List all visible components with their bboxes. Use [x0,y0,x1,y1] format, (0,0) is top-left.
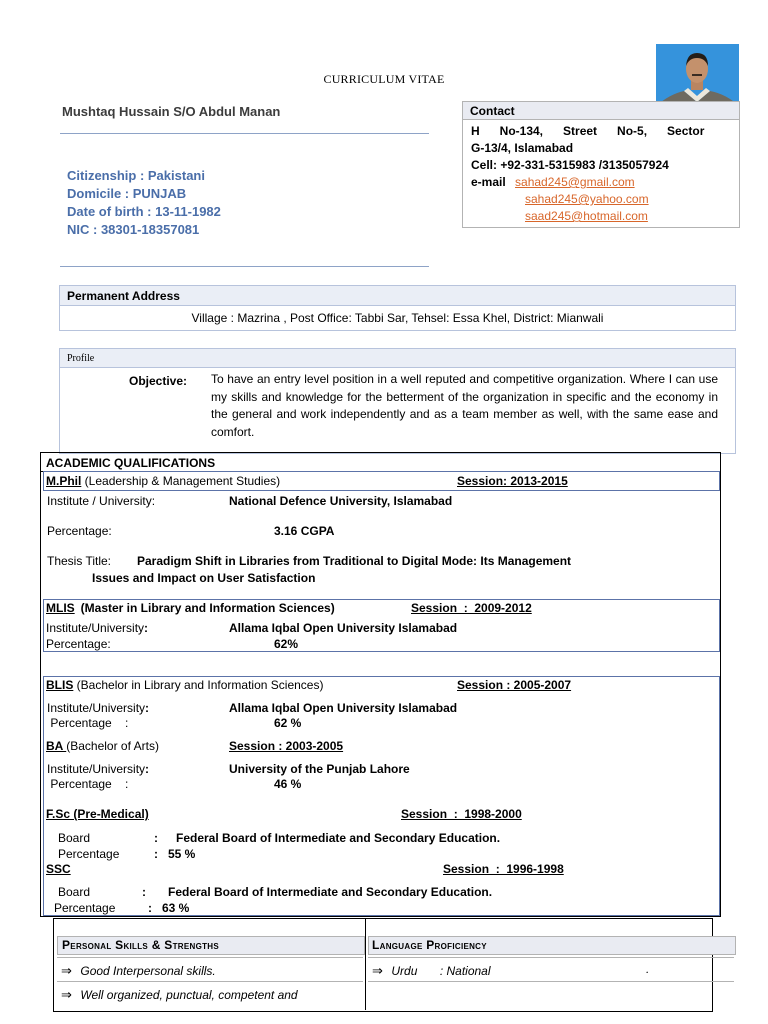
address-line-1: H No-134, Street No-5, Sector [471,124,705,138]
fsc-percentage: : 55 % [154,847,196,861]
permanent-address-heading: Permanent Address [60,286,735,306]
thesis-label: Thesis Title: [47,554,112,568]
ba-institute: University of the Punjab Lahore [229,762,410,776]
nic-number: NIC : 38301-18357081 [67,222,200,237]
objective-text: To have an entry level position in a well reputed and competitive organization. Where I can use my skills and knowledge for the betterment of the organization in specific and the economy in the general and work independently and as a team member as well, with the same ease and comfort. [211,372,718,439]
blis-percentage-label: Percentage : [47,716,129,730]
mphil-institute: National Defence University, Islamabad [229,494,453,508]
fsc-board: Federal Board of Intermediate and Secondary Education. [176,831,501,845]
arrow-icon: ⇒ [61,963,72,978]
email-link-hotmail[interactable]: saad245@hotmail.com [525,209,648,223]
fsc-board-colon: : [154,831,158,845]
ba-percentage: 46 % [274,777,302,791]
permanent-address-box [59,285,736,331]
ba-institute-label: Institute/University: [47,762,150,776]
blis-percentage: 62 % [274,716,302,730]
permanent-address-text: Village : Mazrina , Post Office: Tabbi Sar, Tehsel: Essa Khel, District: Mianwali [191,311,604,325]
ba-degree: BA (Bachelor of Arts) [46,739,159,753]
mlis-degree: MLIS (Master in Library and Information Sciences) [46,601,335,615]
ssc-percentage: : 63 % [148,901,190,915]
skills-heading: Personal Skills & Strengths [62,938,220,952]
profile-heading: Profile [60,349,735,368]
contact-box [462,101,740,228]
document-title: CURRICULUM VITAE [323,72,445,86]
arrow-icon: ⇒ [372,963,383,978]
mphil-degree: M.Phil (Leadership & Management Studies) [46,474,281,488]
applicant-name: Mushtaq Hussain S/O Abdul Manan [62,104,281,119]
ssc-session: Session : 1996-1998 [443,862,564,876]
citizenship: Citizenship : Pakistani [67,168,205,183]
mlis-institute-label: Institute/University: [46,621,149,635]
fsc-session: Session : 1998-2000 [401,807,522,821]
divider [60,266,429,267]
mlis-session: Session : 2009-2012 [411,601,532,615]
ssc-board: Federal Board of Intermediate and Secondary Education. [168,885,493,899]
ssc-board-label: Board [58,885,91,899]
blis-institute: Allama Iqbal Open University Islamabad [229,701,458,715]
fsc-degree: F.Sc (Pre-Medical) [46,807,149,821]
mlis-percentage-label: Percentage: [46,637,111,651]
personal-info [67,167,221,239]
ssc-board-colon: : [142,885,146,899]
language-item: ⇒ Urdu : National . [372,962,650,978]
language-heading: Language Proficiency [372,938,487,952]
divider [60,133,429,134]
blis-degree: BLIS (Bachelor in Library and Information Sciences) [46,678,324,692]
blis-institute-label: Institute/University: [47,701,150,715]
ssc-degree: SSC [46,862,71,876]
objective-label: Objective: [129,374,188,388]
skill-item: ⇒ Good Interpersonal skills. [61,963,216,978]
academic-heading: ACADEMIC QUALIFICATIONS [46,456,216,470]
thesis-title-line-2: Issues and Impact on User Satisfaction [92,571,316,585]
mlis-percentage: 62% [274,637,299,651]
domicile: Domicile : PUNJAB [67,186,187,201]
address-line-2: G-13/4, Islamabad [471,141,574,155]
mlis-institute: Allama Iqbal Open University Islamabad [229,621,458,635]
blis-session: Session : 2005-2007 [457,678,572,692]
email-label: e-mail [471,175,506,189]
email-link-yahoo[interactable]: sahad245@yahoo.com [525,192,649,206]
skill-item: ⇒ Well organized, punctual, competent and [61,987,298,1002]
mphil-session: Session: 2013-2015 [457,474,568,488]
email-link-gmail[interactable]: sahad245@gmail.com [515,175,635,189]
fsc-board-label: Board [58,831,91,845]
mphil-percentage: 3.16 CGPA [274,524,335,538]
ba-percentage-label: Percentage : [47,777,129,791]
date-of-birth: Date of birth : 13-11-1982 [67,204,221,219]
fsc-percentage-label: Percentage [58,847,120,861]
contact-heading: Contact [463,102,739,120]
cell-number: Cell: +92-331-5315983 /3135057924 [471,158,669,172]
ba-session: Session : 2003-2005 [229,739,344,753]
mphil-institute-label: Institute / University: [47,494,156,508]
mphil-percentage-label: Percentage: [47,524,112,538]
arrow-icon: ⇒ [61,987,72,1002]
thesis-title-line-1: Paradigm Shift in Libraries from Traditional to Digital Mode: Its Management [137,554,572,568]
ssc-percentage-label: Percentage [54,901,116,915]
